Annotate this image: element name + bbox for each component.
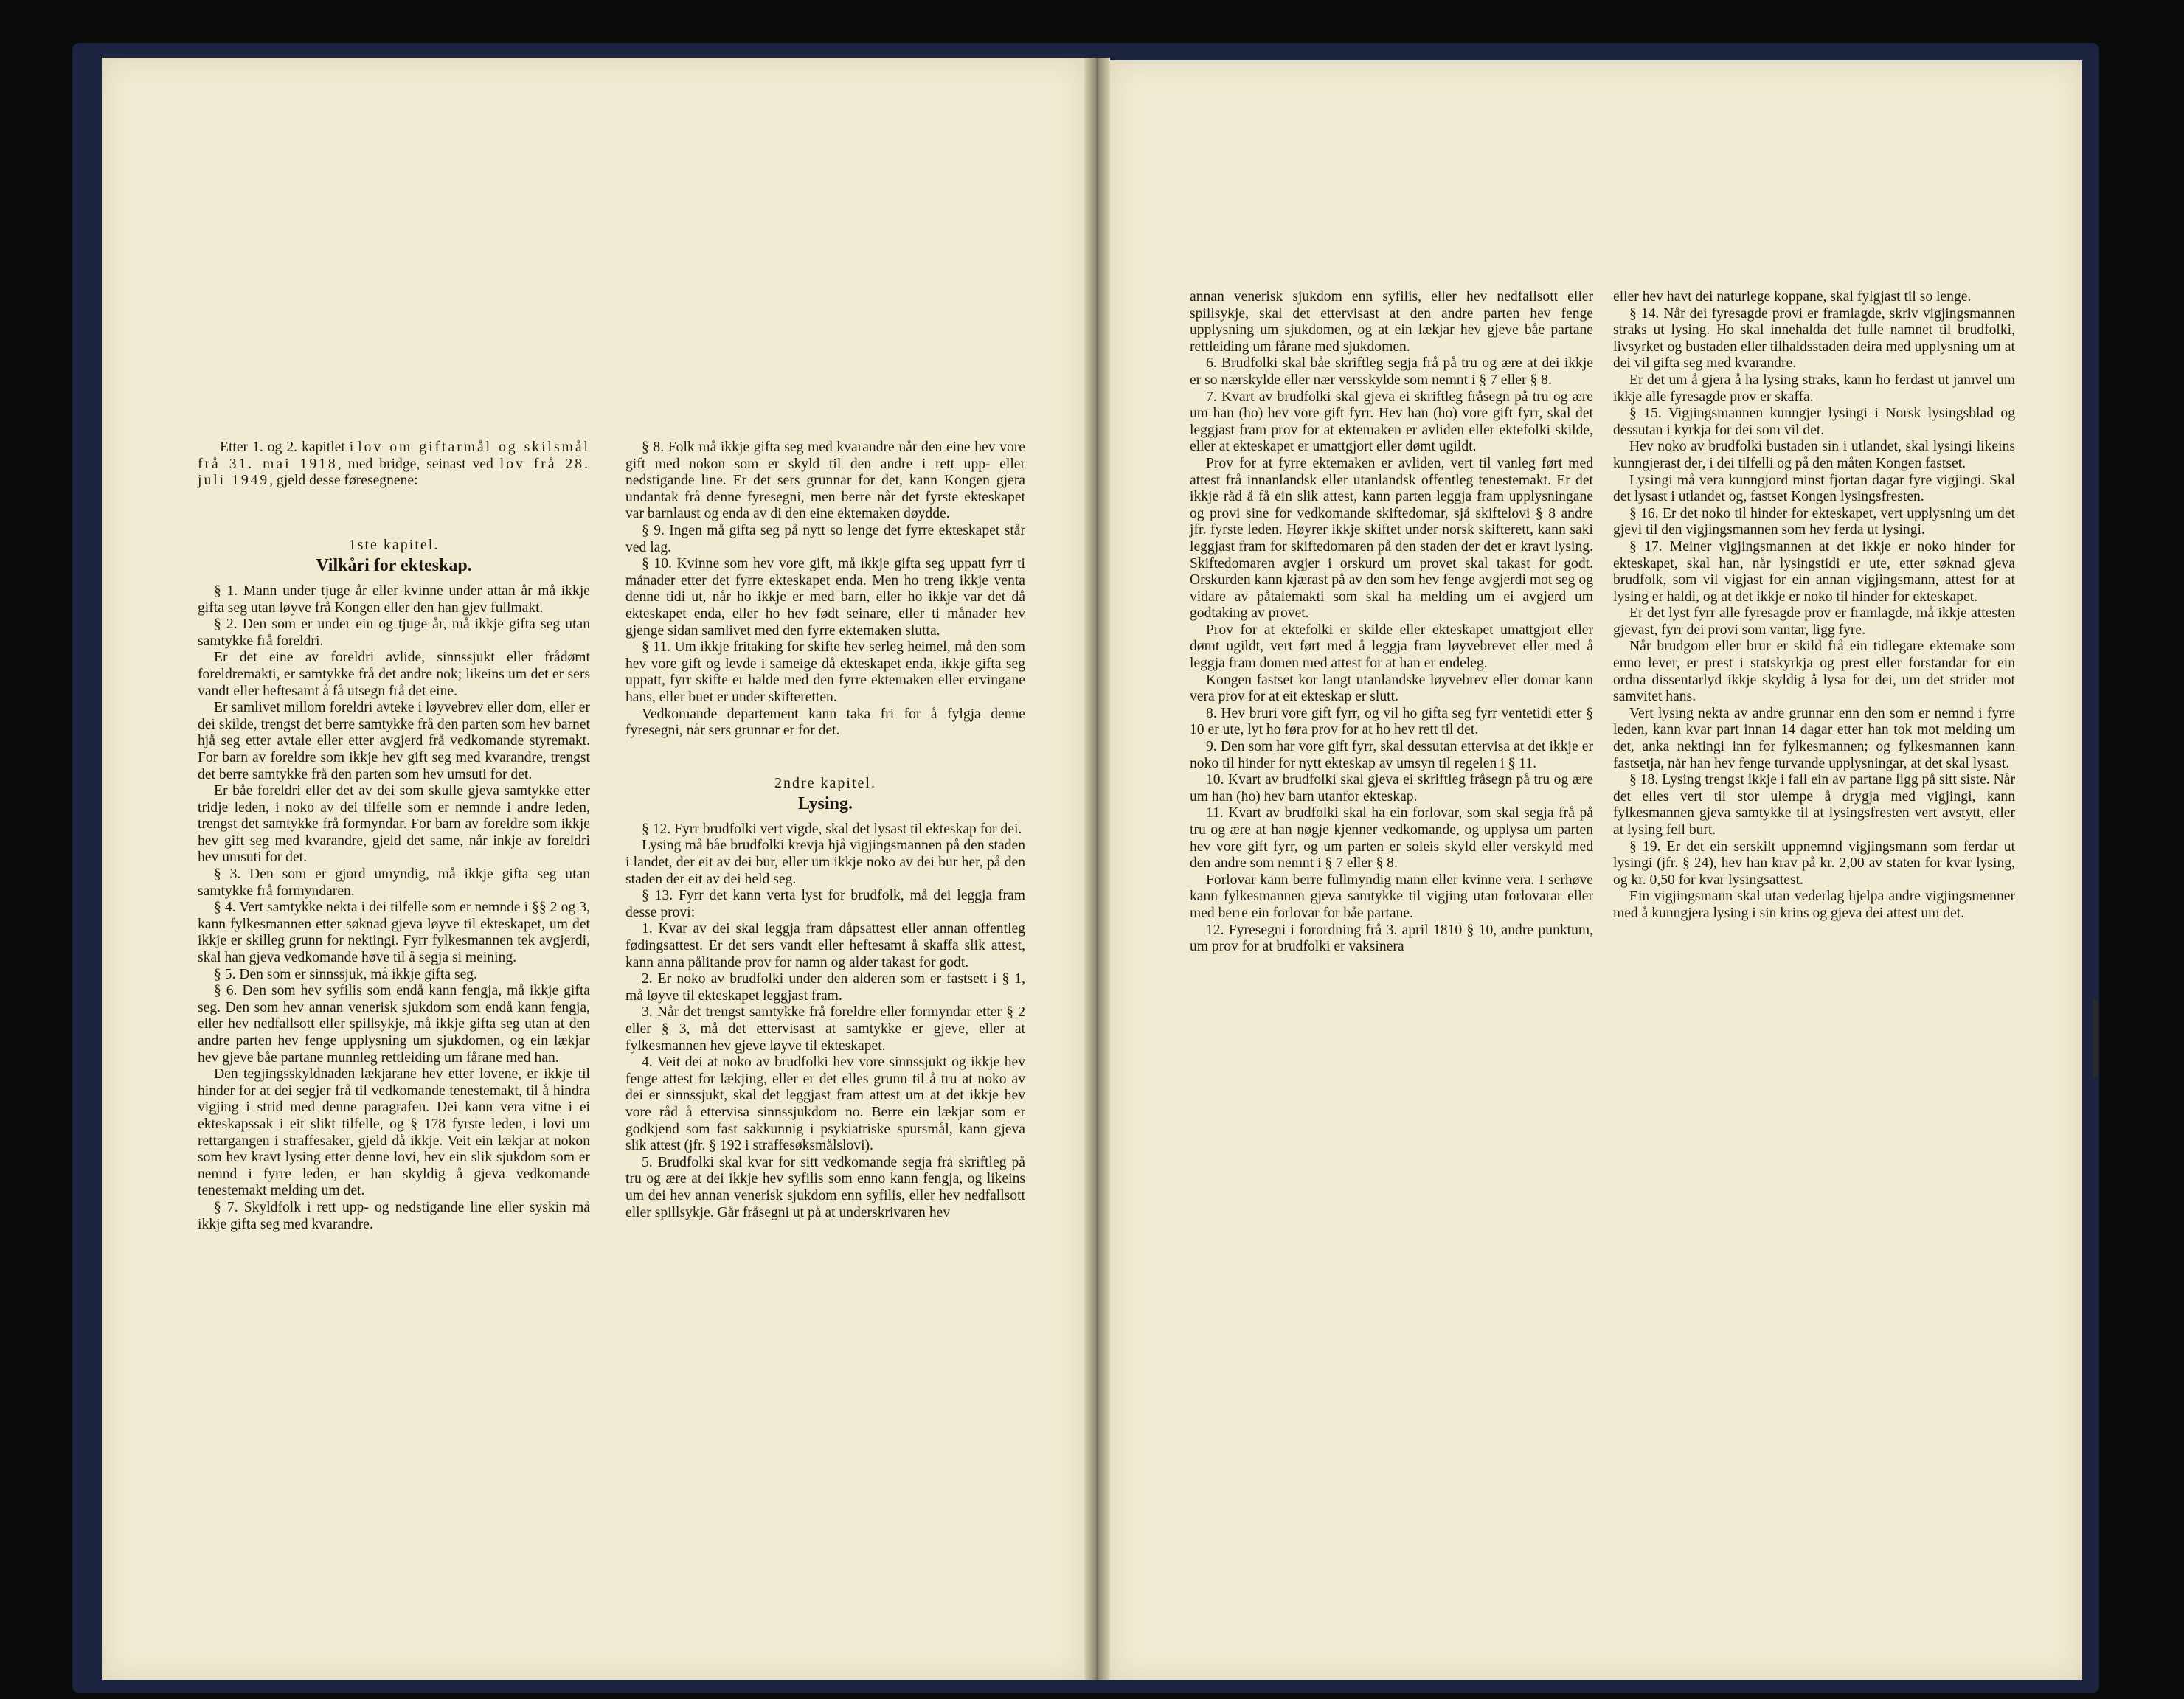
paragraph: § 1. Mann under tjuge år eller kvinne under attan år må ikkje gifta seg utan løyve frå Kongen eller den han gjev fullmakt. [198,583,590,616]
paragraph: Er det eine av foreldri avlide, sinnssjukt eller frådømt foreldremakti, er samtykke frå det andre nok; likeins um det er sers vandt eller heftesamt å få utsegn frå det eine. [198,650,590,699]
paragraph: 4. Veit dei at noko av brudfolki hev vore sinnssjukt og ikkje hev fenge attest for lækjing, eller er det elles grunn til å tru at noko av dei er sinnssjukt, skal det leggjast fram attest um at det ikkje hev vore råd å ettervisa sinnssjukdom no. Berre ein lækjar som er godkjend som fast sakkunnig i psykiatriske spursmål, kann gjeva slik attest (jfr. § 192 i straffesøksmålslovi). [625,1055,1025,1154]
paragraph: § 4. Vert samtykke nekta i dei tilfelle som er nemnde i §§ 2 og 3, kann fylkesmannen etter søknad gjeva løyve til ekteskapet, um det ikkje er skilleg grunn for nektingi. Fyrr fylkesmannen tek avgjerdi, skal han gjeva vedkomande høve til å segja si meining. [198,900,590,966]
page-edge-mark [2093,1000,2098,1077]
paragraph: Lysing må båe brudfolki krevja hjå vigjingsmannen på den staden i landet, der eit av dei bur, eller um ikkje noko av dei bur her, på den staden der eit av dei held seg. [625,838,1025,887]
paragraph: Er det lyst fyrr alle fyresagde prov er framlagde, må ikkje attesten gjevast, fyrr dei provi som vantar, ligg fyre. [1613,605,2015,638]
paragraph: § 15. Vigjingsmannen kunngjer lysingi i Norsk lysingsblad og dessutan i kyrkja for dei som vil det. [1613,406,2015,438]
paragraph: 11. Kvart av brudfolki skal ha ein forlovar, som skal segja frå på tru og ære at han nøgje kjenner vedkomande, og upplysa um parten hev vore gift fyrr, og um parten er soleis skyld eller verskyld med den andre som nemnt i § 7 eller § 8. [1190,805,1593,872]
paragraph: 7. Kvart av brudfolki skal gjeva ei skriftleg fråsegn på tru og ære um han (ho) hev vore gift fyrr. Hev han (ho) vore gift fyrr, skal det leggjast fram prov for at ektemaken er avliden eller ektefolki skilde, eller at ekteskapet er umattgjort eller dømt ugildt. [1190,389,1593,455]
chapter-2-title: Lysing. [797,794,853,814]
paragraph: Hev noko av brudfolki bustaden sin i utlandet, skal lysingi likeins kunngjerast der, i dei tilfelli og på den måten Kongen fastset. [1613,439,2015,471]
paragraph: Er det um å gjera å ha lysing straks, kann ho ferdast ut jamvel um ikkje alle fyresagde prov er skaffa. [1613,372,2015,405]
paragraph: Kongen fastset kor langt utanlandske løyvebrev eller domar kann vera prov for at eit ekteskap er slutt. [1190,672,1593,705]
paragraph: Er båe foreldri eller det av dei som skulle gjeva samtykke etter tridje leden, i noko av dei tilfelle som er nemnde i andre leden, trengst det samtykke frå formyndar. For barn av foreldre som ikkje hev gift seg med kvarandre, gjeld det same, når inkje av foreldri hev umsuti for det. [198,783,590,866]
paragraph: 10. Kvart av brudfolki skal gjeva ei skriftleg fråsegn på tru og ære um han (ho) hev barn utanfor ekteskap. [1190,772,1593,805]
paragraph: 9. Den som har vore gift fyrr, skal dessutan ettervisa at det ikkje er noko til hinder for nytt ekteskap av umsyn til regelen i § 11. [1190,739,1593,771]
intro-paragraph: Etter 1. og 2. kapitlet i lov om giftarmål og skilsmål frå 31. mai 1918, med bridge, seinast ved lov frå 28. juli 1949, gjeld desse føresegnene: [198,439,590,489]
paragraph: § 14. Når dei fyresagde provi er framlagde, skriv vigjingsmannen straks ut lysing. Ho skal innehalda det fulle namnet til brudfolki, livsyrket og bustaden eller tilhaldsstaden deira med upplysning um at dei vil gifta seg med kvarandre. [1613,305,2015,372]
paragraph: Ein vigjingsmann skal utan vederlag hjelpa andre vigjingsmenner med å kunngjera lysing i sin krins og gjeva dei attest um det. [1613,889,2015,921]
paragraph: 2. Er noko av brudfolki under den alderen som er fastsett i § 1, må løyve til ekteskapet leggjast fram. [625,971,1025,1004]
paragraph: § 13. Fyrr det kann verta lyst for brudfolk, må dei leggja fram desse provi: [625,888,1025,920]
paragraph: Vedkomande departement kann taka fri for å fylgja denne fyresegni, når sers grunnar er for det. [625,706,1025,739]
paragraph: Forlovar kann berre fullmyndig mann eller kvinne vera. I serhøve kann fylkesmannen gjeva samtykke til vigjing utan forlovarar eller med berre ein forlovar for båe partane. [1190,872,1593,921]
paragraph: 5. Brudfolki skal kvar for sitt vedkomande segja frå skriftleg på tru og ære at dei ikkje hev syfilis som enno kann fengja, og likeins um dei hev annan venerisk sjukdom enn syfilis, eller hev nedfallsott eller spillsykje. Går fråsegni ut på at underskrivaren hev [625,1154,1025,1220]
paragraph: § 2. Den som er under ein og tjuge år, må ikkje gifta seg utan samtykke frå foreldri. [198,616,590,649]
paragraph: Lysingi må vera kunngjord minst fjortan dagar fyre vigjingi. Skal det lysast i utlandet og, fastset Kongen lysingsfresten. [1613,472,2015,505]
left-column-2 [625,439,1025,1221]
paragraph: Når brudgom eller brur er skild frå ein tidlegare ektemake som enno lever, er prest i statskyrkja og prest eller forstandar for ein ordna dissentarlyd ikkje skyldig å lysa for dei, um det strider mot samvitet hans. [1613,639,2015,705]
paragraph: § 5. Den som er sinnssjuk, må ikkje gifta seg. [214,966,477,982]
paragraph: § 12. Fyrr brudfolki vert vigde, skal det lysast til ekteskap for dei. [642,821,1022,837]
chapter-2-heading: 2ndre kapitel. [774,774,876,791]
paragraph: § 19. Er det ein serskilt uppnemnd vigjingsmann som ferdar ut lysingi (jfr. § 24), hev han krav på kr. 2,00 av staten for kvar lysing, og kr. 0,50 for kvar lysingsattest. [1613,838,2015,888]
paragraph: § 3. Den som er gjord umyndig, må ikkje gifta seg utan samtykke frå formyndaren. [198,866,590,899]
paragraph: Vert lysing nekta av andre grunnar enn den som er nemnd i fyrre leden, kann kvar part innan 14 dagar etter han tok mot melding um det, anka nektingi inn for fylkesmannen; og fylkesmannen kann fastsetja, når han hev fenge turvande upplysningar, at det skal lysast. [1613,705,2015,771]
paragraph: § 9. Ingen må gifta seg på nytt so lenge det fyrre ekteskapet står ved lag. [625,522,1025,555]
paragraph: § 10. Kvinne som hev vore gift, må ikkje gifta seg uppatt fyrr ti månader etter det fyrre ekteskapet enda. Men ho treng ikkje venta denne tidi ut, når ho ikkje er med barn, eller ho ikkje var det då ekteskapet enda, eller ho hev født seinare, eller ti månader hev gjenge sidan samlivet med den fyrre ektemaken slutta. [625,556,1025,639]
paragraph: 8. Hev bruri vore gift fyrr, og vil ho gifta seg fyrr ventetidi etter § 10 er ute, lyt ho føra prov for at ho hev rett til det. [1190,705,1593,738]
paragraph: § 17. Meiner vigjingsmannen at det ikkje er noko hinder for ekteskapet, skal han, når lysingstidi er ute, etter søknad gjeva brudfolk, som vil vigjast for ein annan vigjingsmann, attest for at lysing er haldi, og at det ikkje er noko til hinder for ekteskapet. [1613,538,2015,605]
chapter-1-heading: 1ste kapitel. [348,536,440,553]
paragraph: § 16. Er det noko til hinder for ekteskapet, vert upplysning um det gjevi til den vigjingsmannen som hev ferda ut lysingi. [1613,505,2015,538]
book-gutter [1084,58,1110,1680]
paragraph: 1. Kvar av dei skal leggja fram dåpsattest eller annan offentleg fødingsattest. Er det sers vandt eller heftesamt å skaffa slik attest, kann anna pålitande prov for namn og alder takast for godt. [625,921,1025,970]
paragraph: 3. Når det trengst samtykke frå foreldre eller formyndar etter § 2 eller § 3, må det ettervisast at samtykke er gjeve, eller at fylkesmannen hev gjeve løyve til ekteskapet. [625,1004,1025,1054]
paragraph: Prov for at fyrre ektemaken er avliden, vert til vanleg ført med attest frå innanlandsk eller utanlandsk offentleg tenestemakt. Er det ikkje råd å få ein slik attest, kann parten leggja fram upplysningane og provi sine for vedkomande skiftedomar, sjå skiftelovi § 8 andre jfr. fyrste leden. Høyrer ikkje skiftet under norsk skifterett, kann saki leggjast fram for skiftedomaren på den staden der det er kravt lysing. Skiftedomaren avgjer i orskurd um provet skal takast for godt. Orskurden kann kjærast på av den som hev fenge avgjerdi mot seg og vidare av påtalemakti som skal ha melding um ei avgjerd um godtaking av provet. [1190,455,1593,622]
chapter-1-title: Vilkåri for ekteskap. [316,556,472,576]
paragraph: § 7. Skyldfolk i rett upp- og nedstigande line eller syskin må ikkje gifta seg med kvarandre. [198,1199,590,1232]
right-column-1 [1190,289,1593,956]
paragraph: Er samlivet millom foreldri avteke i løyvebrev eller dom, eller er dei skilde, trengst det berre samtykke frå den parten som hev barnet hjå seg etter avtale eller etter avgjerd frå vedkomande styremakt. For barn av foreldre som ikkje hev gift seg med kvarandre, trengst det berre samtykke frå den parten som hev umsuti for det. [198,700,590,782]
paragraph: § 6. Den som hev syfilis som endå kann fengja, må ikkje gifta seg. Den som hev annan venerisk sjukdom som endå kann fengja, eller hev nedfallsott eller spillsykje, må ikkje gifta seg utan at den andre parten hev fenge upplysning um sjukdomen, og ein lækjar hev gjeve båe partane munnleg rettleiding um fårane med han. [198,983,590,1066]
paragraph: 6. Brudfolki skal båe skriftleg segja frå på tru og ære at dei ikkje er so nærskylde eller nær versskylde som nemnt i § 7 eller § 8. [1190,355,1593,388]
paragraph: Den tegjingsskyldnaden lækjarane hev etter lovene, er ikkje til hinder for at dei segjer frå til vedkomande tenestemakt, til å hindra vigjing i strid med denne paragrafen. Dei kann vera vitne i ei ekteskapssak i eit slikt tilfelle, og § 178 fyrste leden, i lovi um rettargangen i straffesaker, gjeld då ikkje. Veit ein lækjar at nokon som hev kravt lysing etter denne lovi, hev ein slik sjukdom som er nemnd i fyrre leden, er han skyldig å gjeva vedkomande tenestemakt melding um det. [198,1066,590,1199]
paragraph: Prov for at ektefolki er skilde eller ekteskapet umattgjort eller dømt ugildt, vert ført med å leggja fram løyvebrevet eller med å leggja fram domen med attest for at han er endeleg. [1190,622,1593,672]
paragraph: § 11. Um ikkje fritaking for skifte hev serleg heimel, må den som hev vore gift og levde i sameige då ekteskapet enda, ikkje gifta seg uppatt, fyrr skifte er halde med den fyrre ektemaken eller ervingane hans, eller buet er under skifteretten. [625,639,1025,705]
paragraph: § 8. Folk må ikkje gifta seg med kvarandre når den eine hev vore gift med nokon som er skyld til den andre i rett upp- eller nedstigande line. Er det sers grunnar for det, kann Kongen gjera undantak frå denne fyresegni, men berre når det fyrste ekteskapet var barnlaust og enda av di den eine ektemaken døydde. [625,439,1025,522]
right-column-2 [1613,289,2015,923]
paragraph: annan venerisk sjukdom enn syfilis, eller hev nedfallsott eller spillsykje, skal det ettervisast at den andre parten hev fenge upplysning um sjukdomen, og at ein lækjar hev gjeve båe partane rettleiding um fårane med sjukdomen. [1190,289,1593,355]
paragraph: § 18. Lysing trengst ikkje i fall ein av partane ligg på sitt siste. Når det elles vert til stor ulempe å drygja med vigjingi, kann fylkesmannen gjeva samtykke til at lysingsfresten vert avstytt, eller at lysing fell burt. [1613,772,2015,838]
left-column-1 [198,439,590,1233]
paragraph: eller hev havt dei naturlege koppane, skal fylgjast til so lenge. [1613,289,1972,305]
paragraph: 12. Fyresegni i forordning frå 3. april 1810 § 10, andre punktum, um prov for at brudfolki er vaksinera [1190,922,1593,955]
